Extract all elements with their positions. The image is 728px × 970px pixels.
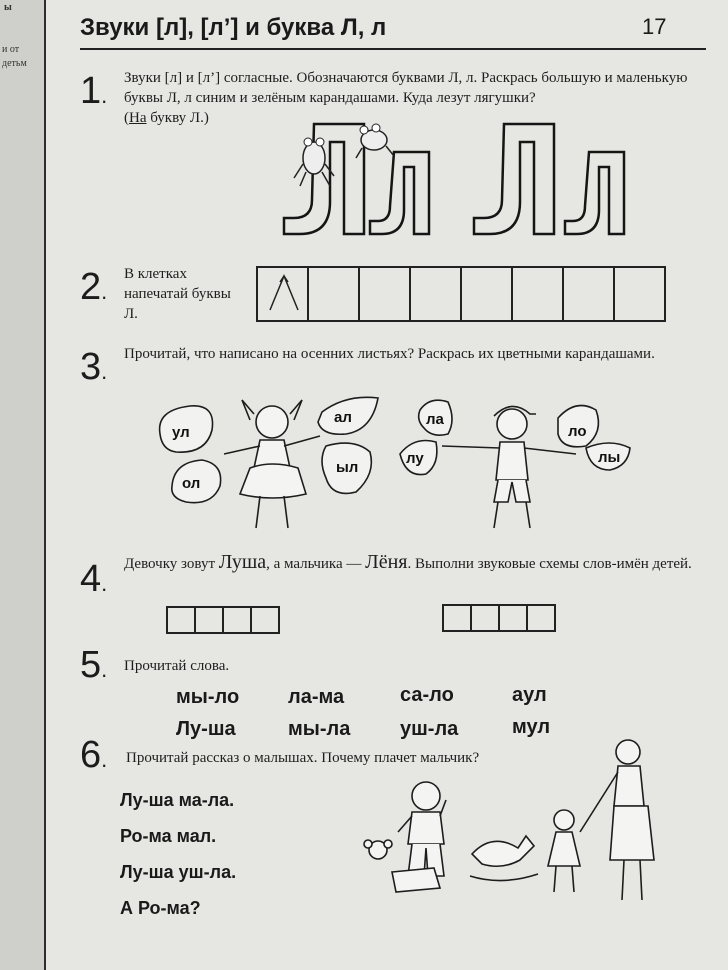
- exercise-4-number: 4.: [80, 558, 108, 600]
- letter-cell[interactable]: [564, 268, 615, 320]
- sound-cell[interactable]: [196, 608, 224, 632]
- story-line: Ро-ма мал.: [120, 826, 217, 846]
- leaf-label: ыл: [336, 459, 359, 476]
- reading-word: уш-ла: [400, 718, 459, 740]
- exercise-1-text: Звуки [л] и [л’] согласные. Обозначаются буквами Л, л. Раскрась большую и маленькую буквы Л, л синим и зелёным карандашами. Куда лезут лягушки? (На букву Л.): [124, 70, 688, 126]
- sound-scheme-girl: [166, 606, 280, 634]
- sound-cell[interactable]: [472, 606, 500, 630]
- exercise-3-number: 3.: [80, 346, 108, 388]
- exercise-5-number: 5.: [80, 644, 108, 686]
- exercise-6-text: Прочитай рассказ о малышах. Почему плачет мальчик?: [126, 750, 480, 766]
- exercise-3-text: Прочитай, что написано на осенних листьях? Раскрась их цветными карандашами.: [124, 346, 655, 362]
- exercise-6-number: 6.: [80, 734, 108, 776]
- reading-word: аул: [512, 684, 547, 706]
- sound-cell[interactable]: [444, 606, 472, 630]
- frog-icon: [354, 118, 394, 162]
- reading-word: мы-ла: [288, 718, 351, 740]
- girl-name: Луша: [218, 551, 267, 573]
- letter-cell[interactable]: [258, 268, 309, 320]
- letter-cell[interactable]: [513, 268, 564, 320]
- letter-cell[interactable]: [411, 268, 462, 320]
- page-title: Звуки [л], [л’] и буква Л, л: [80, 14, 387, 41]
- sound-cell[interactable]: [252, 608, 278, 632]
- leaf-label: лы: [598, 449, 621, 466]
- sound-cell[interactable]: [500, 606, 528, 630]
- boy-with-leaves-illustration: [390, 390, 630, 540]
- reading-word: са-ло: [400, 684, 454, 706]
- reading-word: мы-ло: [176, 686, 240, 708]
- exercise-2-number: 2.: [80, 266, 108, 308]
- left-page-fragment: и от: [2, 44, 20, 55]
- exercise-5-text: Прочитай слова.: [124, 658, 230, 674]
- leaf-label: ул: [172, 424, 190, 441]
- exercise-1-number: 1.: [80, 70, 108, 112]
- story-line: Лу-ша ма-ла.: [120, 790, 235, 810]
- letter-cells-grid: [256, 266, 666, 322]
- exercise-4-text: Девочку зовут Луша, а мальчика — Лёня. Выполни звуковые схемы слов-имён детей.: [124, 551, 692, 573]
- reading-word: Лу-ша: [176, 718, 236, 740]
- girl-with-leaves-illustration: [150, 390, 390, 540]
- sound-cell[interactable]: [528, 606, 554, 630]
- letter-cell[interactable]: [309, 268, 360, 320]
- leaf-label: ал: [334, 409, 352, 426]
- story-line: А Ро-ма?: [120, 898, 201, 918]
- header-rule: [80, 48, 706, 50]
- boy-name: Лёня: [365, 551, 408, 573]
- leaf-label: ла: [426, 411, 444, 428]
- workbook-page: [46, 0, 728, 970]
- sound-cell[interactable]: [224, 608, 252, 632]
- sample-letter-l-icon: [258, 268, 309, 318]
- exercise-2-text: В клетках напечатай буквы Л.: [124, 266, 231, 322]
- reading-word: ла-ма: [288, 686, 345, 708]
- reading-word: мул: [512, 716, 551, 738]
- leaf-label: лу: [406, 450, 424, 467]
- letters-l-outline: [284, 112, 694, 242]
- family-illustration: [342, 736, 672, 916]
- frog-icon: [294, 128, 334, 188]
- leaf-label: ло: [568, 423, 587, 440]
- leaf-label: ол: [182, 475, 201, 492]
- page-number: 17: [642, 14, 667, 39]
- left-page-fragment: ы: [4, 2, 12, 13]
- letter-cell[interactable]: [360, 268, 411, 320]
- sound-scheme-boy: [442, 604, 556, 632]
- sound-cell[interactable]: [168, 608, 196, 632]
- letter-cell[interactable]: [615, 268, 664, 320]
- left-page-edge: [0, 0, 44, 970]
- story-line: Лу-ша уш-ла.: [120, 862, 237, 882]
- letter-cell[interactable]: [462, 268, 513, 320]
- left-page-fragment: детьм: [2, 58, 27, 69]
